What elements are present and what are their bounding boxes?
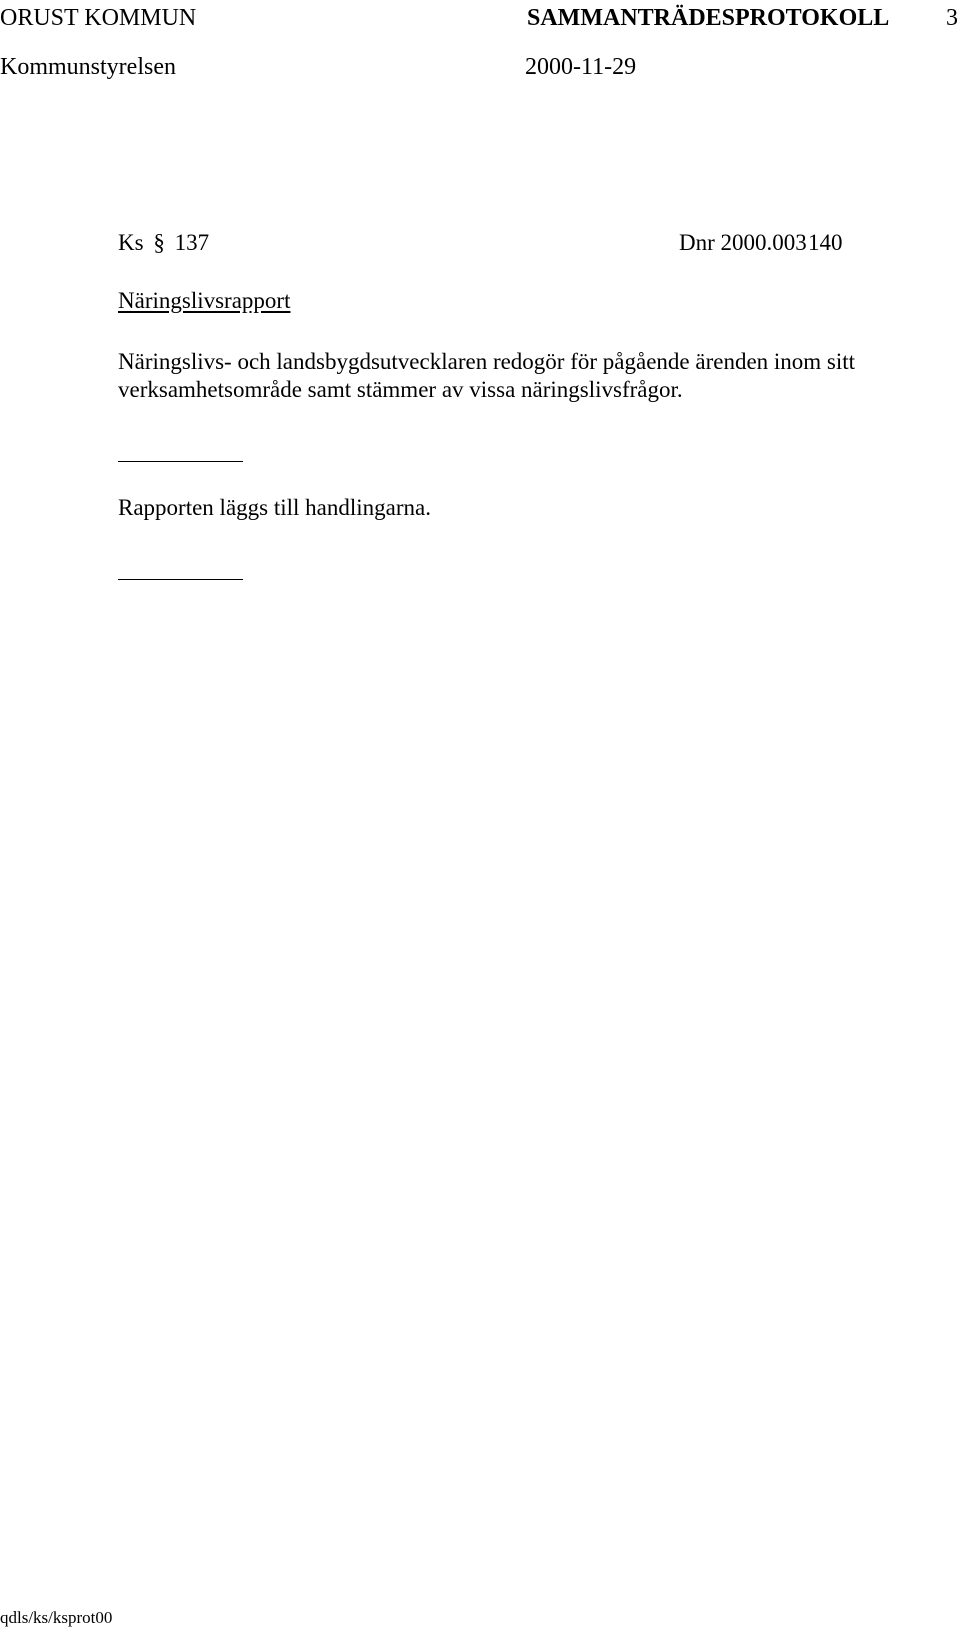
body-text-line-2: verksamhetsområde samt stämmer av vissa näringslivsfrågor.: [118, 377, 683, 402]
section-sign: §: [153, 230, 165, 255]
body-text-line-1: Näringslivs- och landsbygdsutvecklaren redogör för pågående ärenden inom sitt: [118, 349, 856, 374]
separator-line: [118, 579, 243, 580]
document-type: SAMMANTRÄDESPROTOKOLL: [527, 5, 890, 31]
separator-line: [118, 461, 243, 462]
paragraph-prefix: Ks: [118, 230, 144, 255]
meeting-date: 2000-11-29: [525, 54, 637, 80]
file-path-footer: qdls/ks/ksprot00: [0, 1608, 113, 1627]
diary-sub-number: 140: [808, 230, 843, 255]
paragraph-number: 137: [174, 230, 210, 255]
item-title: Näringslivsrapport: [118, 288, 291, 313]
paragraph-reference: [118, 229, 209, 257]
municipality-name: ORUST KOMMUN: [0, 5, 197, 31]
diary-number: Dnr 2000.003: [679, 230, 807, 255]
decision-text: Rapporten läggs till handlingarna.: [118, 495, 431, 520]
page-number: 3: [946, 5, 958, 31]
committee-name: Kommunstyrelsen: [0, 54, 176, 80]
